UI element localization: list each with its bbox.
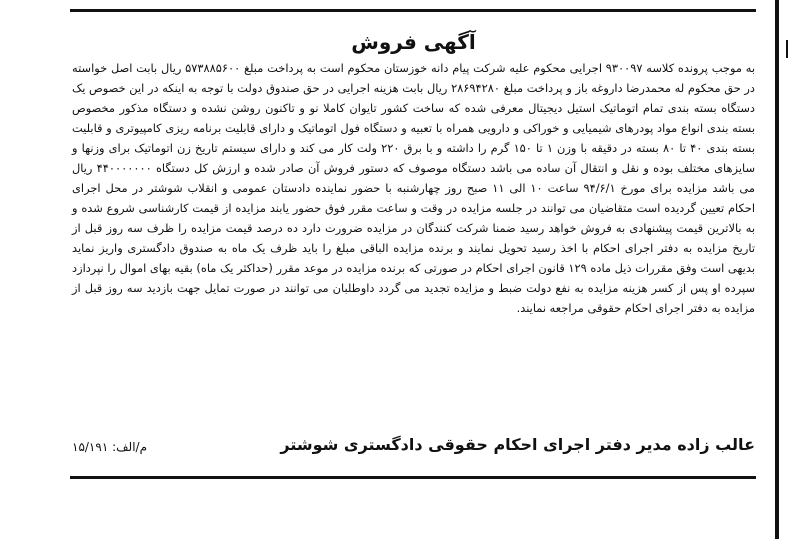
- notice-title: آگهی فروش: [351, 30, 476, 54]
- right-border-rule: [775, 0, 779, 539]
- sale-notice: [72, 30, 755, 470]
- notice-footer: [72, 428, 755, 454]
- signature-line: عالب زاده مدیر دفتر اجرای احکام حقوقی دادگستری شوشتر: [280, 435, 755, 454]
- reference-number: م/الف: ۱۵/۱۹۱: [72, 440, 148, 454]
- top-border-rule: [70, 9, 756, 12]
- notice-body: به موجب پرونده کلاسه ۹۳۰۰۹۷ اجرایی محکوم علیه شرکت پیام دانه خوزستان محکوم است به پرداخت مبلغ ۵۷۳۸۸۵۶۰۰ ریال بابت اصل خواسته در حق محکوم له محمدرضا داروغه باز و پرداخت مبلغ ۲۸۶۹۴۲۸۰ ریال بابت هزینه اجرایی در حق صندوق دولت با توجه به اینکه در این خصوص یک دستگاه بسته بندی تمام اتوماتیک استیل دیجیتال معرفی شده که ساخت کشور تایوان کاملا نو و تاکنون روشن نشده و دستگاه مذکور مخصوص بسته بندی انواع مواد پودرهای شیمیایی و خوراکی و دارویی همراه با تعبیه و دستگاه فول اتوماتیک و دارای قابلیت برنامه ریزی کامپیوتری و قابلیت بسته بندی ۴۰ تا ۸۰ بسته در دقیقه با وزن ۱ تا ۱۵۰ گرم را داشته و با برق ۲۲۰ ولت کار می کند و دارای سیستم تاریخ زن اتوماتیک برای وزنها و سایزهای مختلف بوده و نقل و انتقال آن ساده می باشد دستگاه موصوف که دستور فروش آن صادر شده و ارزش کل دستگاه ۴۴۰۰۰۰۰۰۰ ریال می باشد مزایده برای مورخ ۹۴/۶/۱ ساعت ۱۰ الی ۱۱ صبح روز چهارشنبه با حضور نماینده دادستان عمومی و انقلاب شوشتر در محل اجرای احکام تعیین گردیده است متقاضیان می توانند در جلسه مزایده در وقت و ساعت مقرر فوق حضور یابند مزایده از قیمت کارشناسی شروع شده و به بالاترین قیمت پیشنهادی به فروش خواهد رسید ضمنا شرکت کنندگان در مزایده ضرورت دارد ده درصد قیمت مزایده را ظرف سه روز قبل از تاریخ مزایده به دفتر اجرای احکام با اخذ رسید تحویل نمایند و برنده مزایده الباقی مبلغ را باید ظرف یک ماه به صندوق دادگستری واریز نماید بدیهی است وفق مقررات ذیل ماده ۱۲۹ قانون اجرای احکام در صورتی که برنده مزایده در موعد مقرر (حداکثر یک ماه) بقیه بهای اموال را نپردازد سپرده او پس از کسر هزینه مزایده به نفع دولت ضبط و مزایده تجدید می گردد داوطلبان می توانند در صورت تمایل جهت بازدید سه روز قبل از مزایده به دفتر اجرای احکام حقوقی مراجعه نمایند.: [72, 61, 756, 315]
- right-edge-mark: [786, 40, 788, 58]
- bottom-border-rule: [70, 476, 756, 479]
